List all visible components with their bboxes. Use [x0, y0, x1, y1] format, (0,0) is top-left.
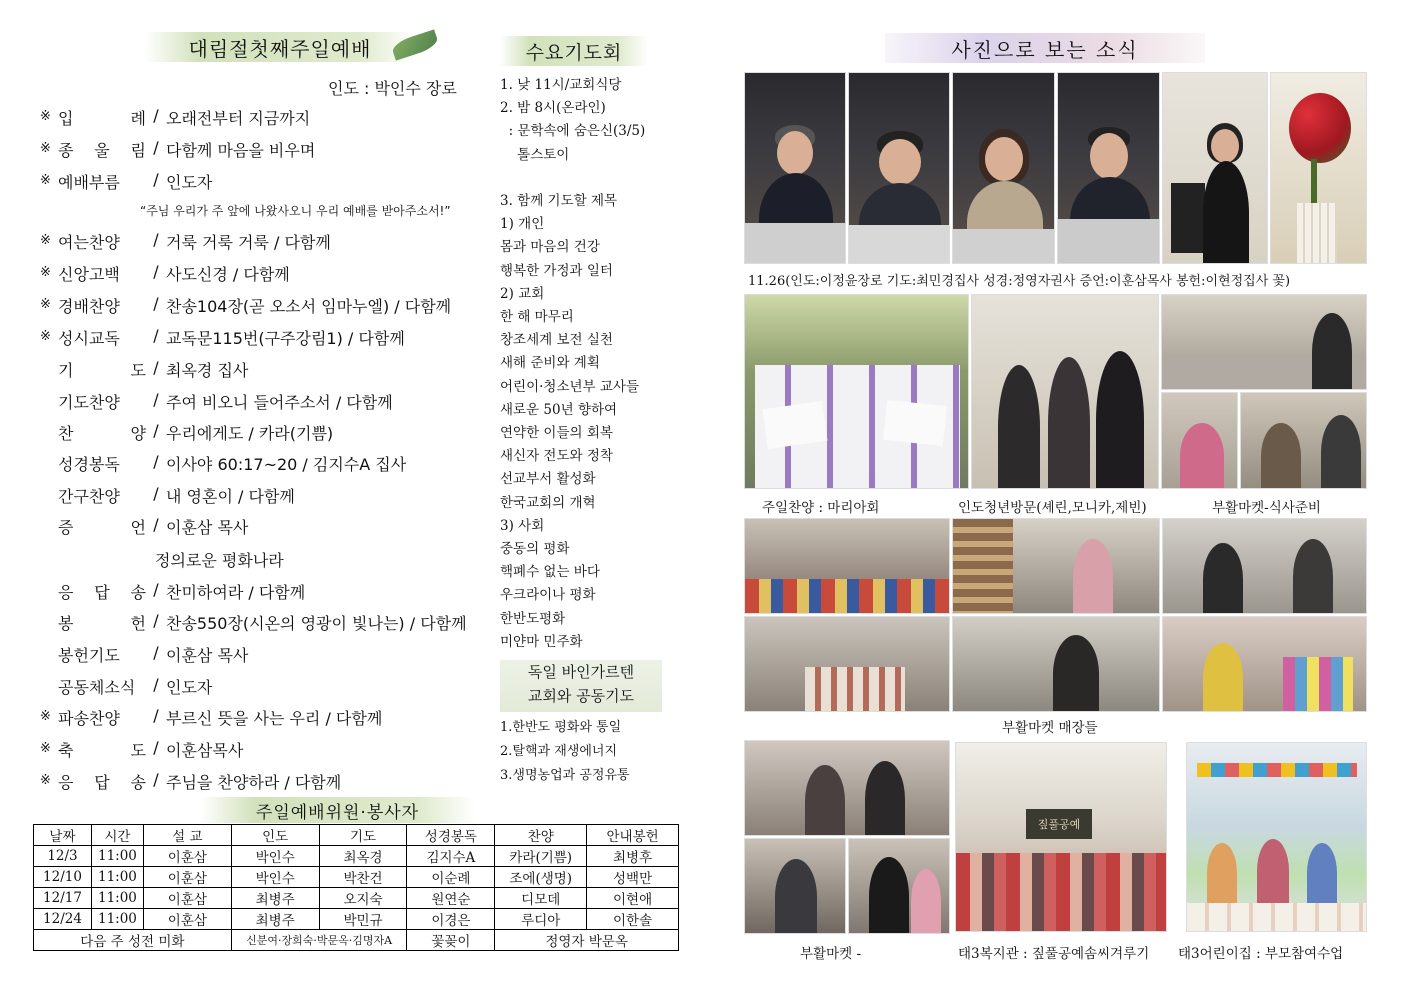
service-order-row	[40, 770, 341, 792]
german-prayer-item: 1.한반도 평화와 통일	[500, 720, 622, 735]
service-order-label: 신앙고백	[58, 265, 120, 284]
service-order-row	[40, 484, 295, 506]
photo-reading	[952, 72, 1055, 264]
service-order-label: 기 도	[58, 361, 146, 380]
service-order-content: 교독문115번(구주강림1) / 다함께	[166, 329, 405, 348]
photo-market-1	[744, 518, 950, 614]
wednesday-list-item: 톨스토이	[500, 146, 570, 163]
staff-table-cell: 최옥경	[319, 846, 407, 867]
service-order-row	[40, 515, 248, 537]
standing-mark	[40, 452, 58, 474]
standing-mark	[40, 643, 58, 665]
service-order-label: 입 례	[58, 109, 146, 128]
standing-mark: ※	[40, 173, 51, 188]
standing-mark	[40, 675, 58, 697]
service-order-content: 부르신 뜻을 사는 우리 / 다함께	[166, 709, 383, 728]
service-order-row	[40, 611, 467, 633]
photo-daycare	[1186, 742, 1367, 932]
caption-choir: 주일찬양 : 마리아회	[762, 500, 880, 516]
wednesday-list-item	[500, 167, 645, 190]
service-order-label: 봉헌기도	[58, 646, 120, 665]
separator: /	[153, 326, 159, 345]
separator: /	[153, 484, 159, 503]
service-order-row	[40, 706, 382, 728]
cleaning-names: 신분여·장희숙·박문옥·김명자A	[231, 930, 407, 951]
service-leader: 인도 : 박인수 장로	[328, 79, 457, 98]
staff-table-cell: 오지숙	[319, 888, 407, 909]
standing-mark	[40, 580, 58, 602]
flowers-names: 정영자 박문옥	[495, 930, 679, 951]
photo-flowers	[1270, 72, 1367, 264]
service-order-row	[40, 738, 243, 760]
separator: /	[153, 421, 159, 440]
photo-choir	[744, 294, 969, 489]
photo-kitchen-1	[1161, 294, 1367, 390]
separator: /	[153, 675, 159, 694]
wednesday-list-item: 행복한 가정과 일터	[500, 262, 613, 279]
header-reading: 성경봉독	[407, 825, 495, 846]
staff-table-cell: 이훈삼	[143, 909, 231, 930]
service-order-content: 거룩 거룩 거룩 / 다함께	[166, 233, 331, 252]
service-order-row	[40, 452, 406, 474]
photo-prayer	[848, 72, 950, 264]
staff-table-cell: 이순례	[407, 867, 495, 888]
standing-mark: ※	[40, 709, 51, 724]
service-order-content: 찬미하여라 / 다함께	[166, 583, 306, 602]
separator: /	[153, 294, 159, 313]
welfare-banner-text: 짚풀공예	[1026, 809, 1092, 839]
service-order-label: 증 언	[58, 518, 146, 537]
photo-market-7	[744, 740, 950, 836]
staff-table-row	[34, 867, 679, 888]
staff-table-cell: 최병주	[231, 888, 319, 909]
staff-table-cell: 김지수A	[407, 846, 495, 867]
wednesday-list-item: 몸과 마음의 건강	[500, 239, 600, 256]
service-order-content: 주님을 찬양하라 / 다함께	[166, 773, 342, 792]
wednesday-list-item: 3) 사회	[500, 517, 545, 534]
service-order-row	[40, 230, 331, 252]
service-order-row	[40, 358, 248, 380]
service-order-label: 축 도	[58, 741, 146, 760]
header-praise: 찬양	[495, 825, 587, 846]
service-order-row	[40, 390, 393, 412]
standing-mark	[40, 421, 58, 443]
wednesday-list-item: 미얀마 민주화	[500, 633, 583, 650]
wednesday-list-item: 1) 개인	[500, 216, 545, 233]
service-order-content: 찬송104장(곧 오소서 임마누엘) / 다함께	[166, 297, 452, 316]
standing-mark: ※	[40, 297, 51, 312]
standing-mark	[40, 358, 58, 380]
service-order-label: 응 답 송	[58, 583, 146, 602]
service-order-label: 공동체소식	[58, 678, 136, 697]
service-order-row	[40, 643, 248, 665]
german-prayer-item: 2.탈핵과 재생에너지	[500, 744, 617, 759]
photo-kitchen-2	[1161, 392, 1238, 489]
service-order-content: 이사야 60:17~20 / 김지수A 집사	[166, 455, 407, 474]
standing-mark: ※	[40, 741, 51, 756]
german-prayer-list	[500, 716, 630, 788]
service-order-content: 주여 비오니 들어주소서 / 다함께	[166, 393, 393, 412]
standing-mark	[40, 515, 58, 537]
separator: /	[153, 262, 159, 281]
separator: /	[153, 643, 159, 662]
wednesday-list-item: 핵폐수 없는 바다	[500, 564, 600, 581]
standing-mark	[40, 390, 58, 412]
service-order-label: 성시교독	[58, 329, 120, 348]
service-title-text: 대림절첫째주일예배	[188, 36, 372, 61]
separator: /	[153, 138, 159, 157]
wednesday-title	[500, 36, 648, 66]
wednesday-list-item: : 문학속에 숨은신(3/5)	[500, 123, 646, 140]
staff-table-cell: 이현애	[587, 888, 679, 909]
staff-table-cell: 12/17	[34, 888, 92, 909]
standing-mark	[40, 611, 58, 633]
wednesday-title-text: 수요기도회	[525, 41, 623, 64]
service-order-label: 경배찬양	[58, 297, 120, 316]
wednesday-list-item: 창조세계 보전 실천	[500, 332, 613, 349]
separator: /	[153, 611, 159, 630]
photo-market-8	[744, 838, 846, 934]
service-order-row	[40, 262, 290, 284]
staff-table-row	[34, 846, 679, 867]
staff-table-cell: 조에(생명)	[495, 867, 587, 888]
standing-mark: ※	[40, 233, 51, 248]
separator: /	[153, 358, 159, 377]
staff-title-text: 주일예배위원·봉사자	[255, 802, 420, 823]
photo-market-5	[952, 616, 1160, 712]
standing-mark: ※	[40, 773, 51, 788]
caption-youth-visit: 인도청년방문(셰린,모니카,제빈)	[958, 500, 1147, 516]
caption-kitchen: 부활마켓-식사준비	[1212, 500, 1321, 516]
staff-table-cell: 박찬건	[319, 867, 407, 888]
photo-market-9	[848, 838, 950, 934]
staff-table-cell: 루디아	[495, 909, 587, 930]
photo-leader	[744, 72, 846, 264]
staff-table-footer	[34, 930, 679, 951]
separator: /	[153, 170, 159, 189]
staff-table-cell: 이훈삼	[143, 867, 231, 888]
service-order-label: 응 답 송	[58, 773, 146, 792]
german-title-line-1: 독일 바인가르텐	[527, 663, 635, 681]
flowers-label: 꽃꽂이	[407, 930, 495, 951]
service-order-label: 여는찬양	[58, 233, 120, 252]
service-order-content: 사도신경 / 다함께	[166, 265, 290, 284]
wednesday-list-item: 중동의 평화	[500, 541, 570, 558]
wednesday-list-item: 새신자 전도와 정착	[500, 448, 613, 465]
german-prayer-item: 3.생명농업과 공정유통	[500, 768, 630, 783]
separator: /	[153, 390, 159, 409]
service-order-row	[40, 106, 310, 128]
separator: /	[153, 580, 159, 599]
service-order-row	[40, 170, 212, 192]
standing-mark: ※	[40, 109, 51, 124]
wednesday-list-item: 1. 낮 11시/교회식당	[500, 77, 622, 93]
staff-table-cell: 12/24	[34, 909, 92, 930]
staff-table-cell: 최병후	[587, 846, 679, 867]
photo-sermon	[1057, 72, 1160, 264]
staff-table-cell: 12/10	[34, 867, 92, 888]
staff-table-cell: 디모데	[495, 888, 587, 909]
service-order-content: 찬송550장(시온의 영광이 빛나는) / 다함께	[166, 614, 467, 633]
standing-mark: ※	[40, 329, 51, 344]
service-order-content: 이훈삼목사	[166, 741, 244, 760]
staff-table-cell: 이훈삼	[143, 846, 231, 867]
staff-table-cell: 최병주	[231, 909, 319, 930]
photo-market-4	[744, 616, 950, 712]
photo-kitchen-3	[1240, 392, 1367, 489]
caption-daycare: 태3어린이집 : 부모참여수업	[1178, 946, 1344, 962]
wednesday-list-item: 선교부서 활성화	[500, 471, 596, 488]
wednesday-list-item: 어린이·청소년부 교사들	[500, 378, 639, 395]
header-time: 시간	[91, 825, 143, 846]
call-to-worship-quote: “주님 우리가 주 앞에 나왔사오니 우리 예배를 받아주소서!”	[140, 204, 451, 218]
staff-table-cell: 이한솔	[587, 909, 679, 930]
staff-table-cell: 이훈삼	[143, 888, 231, 909]
staff-table-cell: 박인수	[231, 867, 319, 888]
staff-table-cell: 박민규	[319, 909, 407, 930]
header-date: 날짜	[34, 825, 92, 846]
photo-welfare-center	[955, 742, 1167, 932]
cleaning-label: 다음 주 성전 미화	[34, 930, 232, 951]
header-sermon: 설 교	[143, 825, 231, 846]
service-order-row	[40, 580, 305, 602]
service-order-content: 이훈삼 목사	[166, 646, 249, 665]
service-order-row	[40, 421, 333, 443]
service-order-label: 성경봉독	[58, 455, 120, 474]
service-order-content: 이훈삼 목사	[166, 518, 249, 537]
staff-title	[200, 797, 475, 823]
staff-table-cell: 성백만	[587, 867, 679, 888]
staff-table-cell: 11:00	[91, 909, 143, 930]
service-order-row	[40, 294, 451, 316]
service-title	[145, 32, 415, 62]
service-order-content: 다함께 마음을 비우며	[166, 141, 316, 160]
photo-news-title-text: 사진으로 보는 소식	[951, 37, 1139, 62]
staff-table-cell: 원연순	[407, 888, 495, 909]
wednesday-list-item: 3. 함께 기도할 제목	[500, 193, 618, 209]
sermon-title: 정의로운 평화나라	[155, 551, 284, 570]
photo-market-6	[1162, 616, 1367, 712]
photo-market-2	[952, 518, 1160, 614]
header-usher: 안내봉헌	[587, 825, 679, 846]
header-leader: 인도	[231, 825, 319, 846]
photo-market-3	[1162, 518, 1367, 614]
staff-table-body	[34, 846, 679, 930]
staff-table-cell: 11:00	[91, 888, 143, 909]
separator: /	[153, 515, 159, 534]
caption-welfare-center: 태3복지관 : 짚풀공예솜씨겨루기	[958, 946, 1150, 962]
photo-news-title	[885, 33, 1205, 63]
german-title-line-2: 교회와 공동기도	[527, 687, 635, 705]
staff-table-cell: 이경은	[407, 909, 495, 930]
service-order-content: 내 영혼이 / 다함께	[166, 487, 295, 506]
service-order-row	[40, 138, 315, 160]
standing-mark: ※	[40, 265, 51, 280]
german-church-title	[500, 660, 662, 712]
service-order-label: 기도찬양	[58, 393, 120, 412]
wednesday-list-item: 2. 밤 8시(온라인)	[500, 100, 606, 117]
separator: /	[153, 770, 159, 789]
service-order-row	[40, 326, 405, 348]
service-order-content: 인도자	[166, 678, 213, 697]
staff-table-cell: 카라(기쁨)	[495, 846, 587, 867]
staff-table-cell: 11:00	[91, 867, 143, 888]
photo-youth-visit	[971, 294, 1159, 489]
wednesday-list-item: 2) 교회	[500, 285, 545, 302]
caption-service-roles: 11.26(인도:이정윤장로 기도:최민경집사 성경:정영자권사 증언:이훈삼목사 봉헌:이현정집사 꽃)	[748, 274, 1291, 289]
wednesday-prayer-list	[500, 74, 645, 654]
separator: /	[153, 738, 159, 757]
service-order-content: 인도자	[166, 173, 213, 192]
wednesday-list-item: 새로운 50년 향하여	[500, 401, 618, 418]
wednesday-list-item: 한국교회의 개혁	[500, 494, 596, 511]
header-prayer: 기도	[319, 825, 407, 846]
service-order-label: 찬 양	[58, 424, 146, 443]
staff-table-header	[34, 825, 679, 846]
separator: /	[153, 106, 159, 125]
service-order-content: 오래전부터 지금까지	[166, 109, 311, 128]
service-order-label: 파송찬양	[58, 709, 120, 728]
staff-table-row	[34, 888, 679, 909]
wednesday-list-item: 새해 준비와 계획	[500, 355, 600, 372]
service-order-row	[40, 675, 212, 697]
standing-mark: ※	[40, 141, 51, 156]
caption-market-bottom: 부활마켓 -	[800, 946, 862, 962]
staff-table-cell: 11:00	[91, 846, 143, 867]
wednesday-list-item: 연약한 이들의 회복	[500, 425, 613, 442]
separator: /	[153, 706, 159, 725]
service-order-label: 간구찬양	[58, 487, 120, 506]
staff-table-cell: 12/3	[34, 846, 92, 867]
service-order-content: 최옥경 집사	[166, 361, 249, 380]
staff-table	[33, 824, 679, 951]
staff-table-cell: 박인수	[231, 846, 319, 867]
wednesday-list-item: 우크라이나 평화	[500, 587, 596, 604]
photo-offering	[1162, 72, 1268, 264]
wednesday-list-item: 한 해 마무리	[500, 309, 574, 326]
service-order-label: 종 울 림	[58, 141, 146, 160]
separator: /	[153, 230, 159, 249]
staff-table-row	[34, 909, 679, 930]
wednesday-list-item: 한반도평화	[500, 610, 566, 627]
service-order-content: 우리에게도 / 카라(기쁨)	[166, 424, 334, 443]
service-order-label: 봉 헌	[58, 614, 146, 633]
separator: /	[153, 452, 159, 471]
caption-market: 부활마켓 매장들	[1002, 720, 1098, 736]
service-order-label: 예배부름	[58, 173, 120, 192]
standing-mark	[40, 484, 58, 506]
